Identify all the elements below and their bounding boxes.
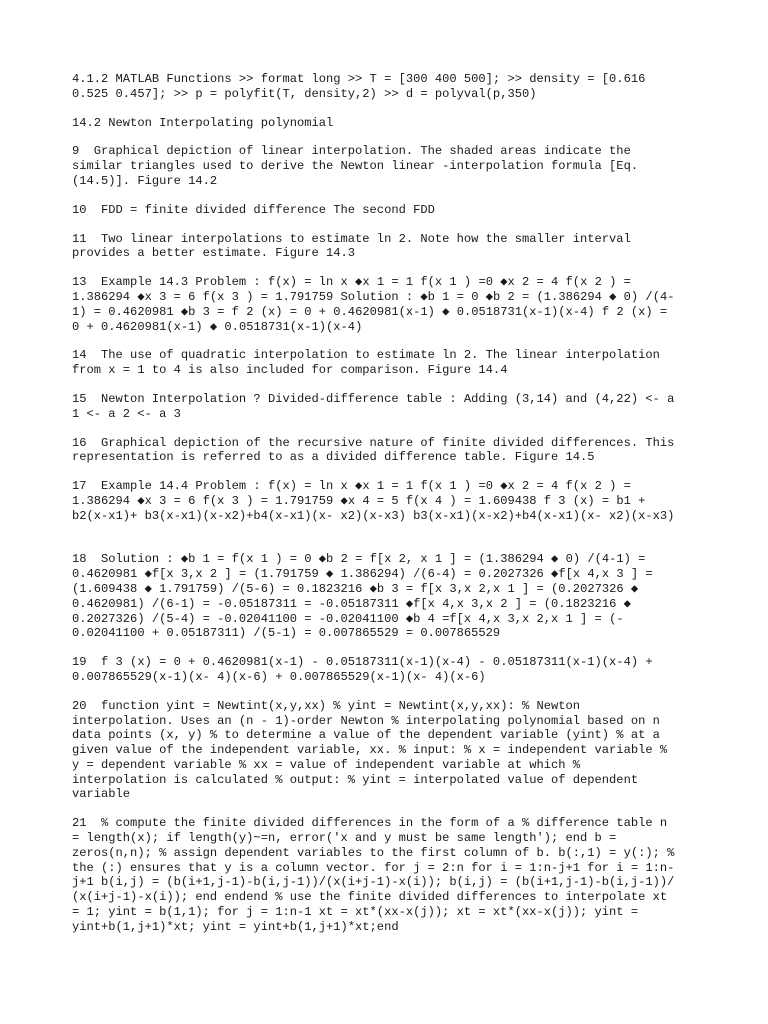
text-line: 1.386294 ◆x 3 = 6 f(x 3 ) = 1.791759 ◆x 4 = 5 f(x 4 ) = 1.609438 f 3 (x) = b1 +: [72, 493, 646, 508]
text-line: 4.1.2 MATLAB Functions >> format long >> T = [300 400 500]; >> density = [0.616: [72, 72, 646, 86]
paragraph: [72, 144, 712, 188]
text-line: = 1; yint = b(1,1); for j = 1:n-1 xt = xt*(xx-x(j)); xt = xt*(xx-x(j)); yint =: [72, 905, 639, 920]
paragraph: [72, 816, 712, 934]
text-line: 15 Newton Interpolation ? Divided-difference table : Adding (3,14) and (4,22) <- a: [72, 391, 675, 406]
text-line: 0.4620981 ◆f[x 3,x 2 ] = (1.791759 ◆ 1.386294) /(6-4) = 0.2027326 ◆f[x 4,x 3 ] =: [72, 567, 653, 582]
text-line: 21 % compute the finite divided differences in the form of a % difference table n: [72, 816, 668, 831]
text-line: 9 Graphical depiction of linear interpolation. The shaded areas indicate the: [72, 144, 631, 159]
text-line: 1 <- a 2 <- a 3: [72, 406, 181, 421]
text-line: data points (x, y) % to determine a value of the dependent variable (yint) % at a: [72, 728, 660, 743]
text-line: 0.007865529(x-1)(x- 4)(x-6) + 0.007865529(x-1)(x- 4)(x-6): [72, 669, 486, 684]
paragraph: [72, 116, 712, 131]
text-line: 0.525 0.457]; >> p = polyfit(T, density,2) >> d = polyval(p,350): [72, 86, 537, 101]
text-line: (14.5)]. Figure 14.2: [72, 173, 218, 188]
text-line: 20 function yint = Newtint(x,y,xx) % yint = Newtint(x,y,xx): % Newton: [72, 698, 581, 713]
text-line: from x = 1 to 4 is also included for comparison. Figure 14.4: [72, 363, 508, 378]
text-line: yint+b(1,j+1)*xt; yint = yint+b(1,j+1)*xt;end: [72, 919, 399, 934]
text-line: 11 Two linear interpolations to estimate ln 2. Note how the smaller interval: [72, 231, 631, 246]
paragraph: [72, 699, 712, 803]
text-line: interpolation is calculated % output: % yint = interpolated value of dependent: [72, 772, 639, 787]
paragraph: [72, 479, 712, 538]
text-line: y = dependent variable % xx = value of independent variable at which %: [72, 757, 581, 772]
text-line: 16 Graphical depiction of the recursive nature of finite divided differences. This: [72, 435, 675, 450]
text-line: b2(x-x1)+ b3(x-x1)(x-x2)+b4(x-x1)(x- x2)(x-x3) b3(x-x1)(x-x2)+b4(x-x1)(x- x2)(x-x3): [72, 508, 675, 523]
text-line: = length(x); if length(y)~=n, error('x and y must be same length'); end b =: [72, 831, 617, 846]
paragraph: [72, 552, 712, 641]
document-body: [72, 72, 712, 935]
paragraph: [72, 203, 712, 218]
paragraph: [72, 655, 712, 685]
text-line: the (:) ensures that y is a column vector. for j = 2:n for i = 1:n-j+1 for i = 1:n-: [72, 860, 675, 875]
text-line: 1.386294 ◆x 3 = 6 f(x 3 ) = 1.791759 Solution : ◆b 1 = 0 ◆b 2 = (1.386294 ◆ 0) /(4-: [72, 289, 675, 304]
text-line: 0.4620981) /(6-1) = -0.05187311 = -0.05187311 ◆f[x 4,x 3,x 2 ] = (0.1823216 ◆: [72, 596, 631, 611]
paragraph: [72, 72, 712, 102]
text-line: interpolation. Uses an (n - 1)-order Newton % interpolating polynomial based on n: [72, 713, 660, 728]
text-line: similar triangles used to derive the Newton linear -interpolation formula [Eq.: [72, 159, 639, 174]
paragraph: [72, 275, 712, 334]
text-line: 18 Solution : ◆b 1 = f(x 1 ) = 0 ◆b 2 = f[x 2, x 1 ] = (1.386294 ◆ 0) /(4-1) =: [72, 552, 646, 567]
text-line: 13 Example 14.3 Problem : f(x) = ln x ◆x 1 = 1 f(x 1 ) =0 ◆x 2 = 4 f(x 2 ) =: [72, 275, 631, 290]
text-line: 10 FDD = finite divided difference The second FDD: [72, 202, 435, 217]
text-line: [72, 524, 712, 539]
text-line: 1) = 0.4620981 ◆b 3 = f 2 (x) = 0 + 0.4620981(x-1) ◆ 0.0518731(x-1)(x-4) f 2 (x) =: [72, 304, 668, 319]
text-line: 19 f 3 (x) = 0 + 0.4620981(x-1) - 0.05187311(x-1)(x-4) - 0.05187311(x-1)(x-4) +: [72, 655, 653, 670]
text-line: 0.2027326) /(5-4) = -0.02041100 = -0.02041100 ◆b 4 =f[x 4,x 3,x 2,x 1 ] = (-: [72, 611, 624, 626]
text-line: given value of the independent variable, xx. % input: % x = independent variable %: [72, 743, 668, 758]
text-line: provides a better estimate. Figure 14.3: [72, 246, 356, 261]
paragraph: [72, 232, 712, 262]
text-line: 0 + 0.4620981(x-1) ◆ 0.0518731(x-1)(x-4): [72, 319, 363, 334]
text-line: 17 Example 14.4 Problem : f(x) = ln x ◆x 1 = 1 f(x 1 ) =0 ◆x 2 = 4 f(x 2 ) =: [72, 479, 631, 494]
text-line: j+1 b(i,j) = (b(i+1,j-1)-b(i,j-1))/(x(i+j-1)-x(i)); b(i,j) = (b(i+1,j-1)-b(i,j-1))/: [72, 875, 675, 890]
text-line: (1.609438 ◆ 1.791759) /(5-6) = 0.1823216 ◆b 3 = f[x 3,x 2,x 1 ] = (0.2027326 ◆: [72, 581, 639, 596]
paragraph: [72, 436, 712, 466]
text-line: 0.02041100 + 0.05187311) /(5-1) = 0.007865529 = 0.007865529: [72, 626, 501, 641]
text-line: variable: [72, 787, 131, 802]
text-line: representation is referred to as a divided difference table. Figure 14.5: [72, 450, 595, 465]
paragraph: [72, 392, 712, 422]
text-line: (x(i+j-1)-x(i)); end endend % use the finite divided differences to interpolate xt: [72, 890, 668, 905]
text-line: 14 The use of quadratic interpolation to estimate ln 2. The linear interpolation: [72, 348, 660, 363]
text-line: zeros(n,n); % assign dependent variables to the first column of b. b(:,1) = y(:); %: [72, 845, 675, 860]
text-line: 14.2 Newton Interpolating polynomial: [72, 115, 334, 130]
paragraph: [72, 348, 712, 378]
